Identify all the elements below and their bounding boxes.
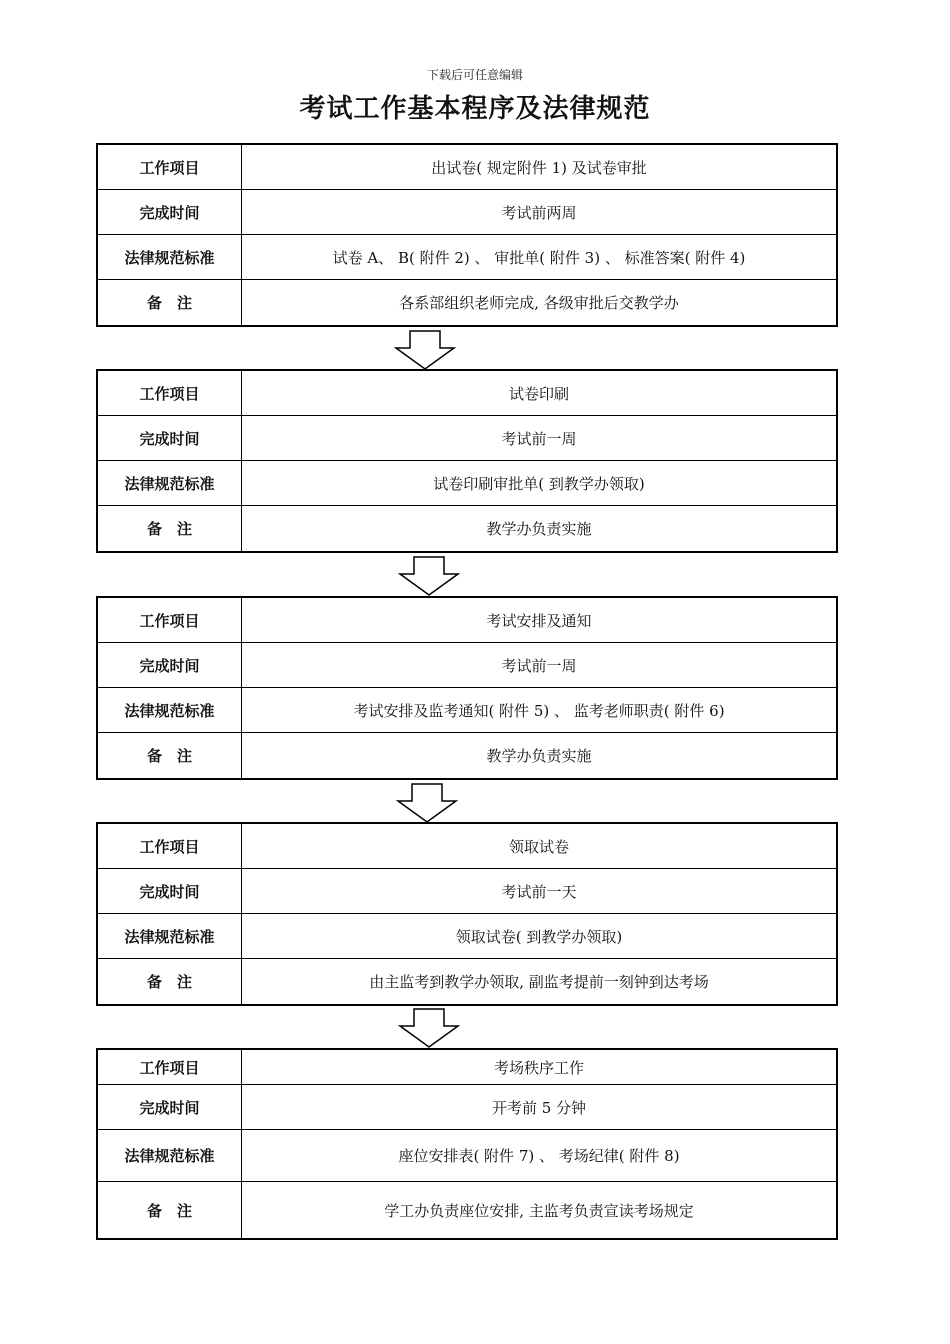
value-standard: 领取试卷( 到教学办领取) [455, 927, 623, 946]
label-item: 工作项目 [98, 1050, 242, 1084]
value-item: 领取试卷 [508, 837, 569, 856]
step-5-table [96, 1048, 838, 1240]
value-time: 考试前一周 [501, 656, 577, 675]
row-item [98, 371, 836, 416]
label-standard: 法律规范标准 [98, 461, 242, 505]
label-standard: 法律规范标准 [98, 1130, 242, 1181]
label-remark: 备 注 [98, 280, 242, 325]
row-remark [98, 733, 836, 778]
value-item: 试卷印刷 [508, 384, 569, 403]
row-item [98, 598, 836, 643]
value-time: 考试前一周 [501, 429, 577, 448]
value-item: 考试安排及通知 [486, 611, 592, 630]
value-item: 考场秩序工作 [493, 1058, 584, 1077]
value-standard: 试卷印刷审批单( 到教学办领取) [433, 474, 645, 493]
step-4-table [96, 822, 838, 1006]
value-remark: 教学办负责实施 [486, 747, 592, 765]
value-time: 考试前一天 [501, 882, 577, 901]
row-standard [98, 235, 836, 280]
row-time [98, 1085, 836, 1130]
label-item: 工作项目 [98, 145, 242, 189]
value-remark: 教学办负责实施 [486, 520, 592, 538]
row-item [98, 1050, 836, 1085]
value-remark: 各系部组织老师完成, 各级审批后交教学办 [399, 294, 679, 312]
label-remark: 备 注 [98, 506, 242, 551]
label-time: 完成时间 [98, 416, 242, 460]
step-1-table [96, 143, 838, 327]
value-item: 出试卷( 规定附件 1) 及试卷审批 [431, 158, 647, 177]
row-standard [98, 1130, 836, 1182]
row-remark [98, 1182, 836, 1238]
row-item [98, 824, 836, 869]
step-3-table [96, 596, 838, 780]
value-standard: 考试安排及监考通知( 附件 5) 、 监考老师职责( 附件 6) [353, 701, 725, 720]
row-time [98, 869, 836, 914]
row-standard [98, 688, 836, 733]
label-remark: 备 注 [98, 959, 242, 1004]
label-standard: 法律规范标准 [98, 914, 242, 958]
value-remark: 学工办负责座位安排, 主监考负责宣读考场规定 [384, 1201, 694, 1220]
step-2-table [96, 369, 838, 553]
label-standard: 法律规范标准 [98, 688, 242, 732]
row-standard [98, 461, 836, 506]
label-time: 完成时间 [98, 1085, 242, 1129]
label-remark: 备 注 [98, 1182, 242, 1238]
row-remark [98, 506, 836, 551]
value-standard: 座位安排表( 附件 7) 、 考场纪律( 附件 8) [398, 1147, 680, 1165]
value-time: 考试前两周 [501, 203, 577, 222]
value-remark: 由主监考到教学办领取, 副监考提前一刻钟到达考场 [369, 973, 709, 991]
label-time: 完成时间 [98, 869, 242, 913]
row-item [98, 145, 836, 190]
row-time [98, 643, 836, 688]
page-title: 考试工作基本程序及法律规范 [299, 94, 651, 124]
down-arrow-icon [398, 1008, 460, 1048]
label-time: 完成时间 [98, 190, 242, 234]
value-standard: 试卷 A、 B( 附件 2) 、 审批单( 附件 3) 、 标准答案( 附件 4) [332, 248, 746, 267]
label-time: 完成时间 [98, 643, 242, 687]
value-time: 开考前 5 分钟 [491, 1098, 587, 1117]
header-note: 下载后可任意编辑 [426, 68, 523, 82]
row-remark [98, 959, 836, 1004]
row-time [98, 190, 836, 235]
label-item: 工作项目 [98, 598, 242, 642]
label-item: 工作项目 [98, 824, 242, 868]
down-arrow-icon [396, 783, 458, 823]
row-standard [98, 914, 836, 959]
label-item: 工作项目 [98, 371, 242, 415]
row-remark [98, 280, 836, 325]
label-remark: 备 注 [98, 733, 242, 778]
row-time [98, 416, 836, 461]
label-standard: 法律规范标准 [98, 235, 242, 279]
down-arrow-icon [394, 330, 456, 370]
down-arrow-icon [398, 556, 460, 596]
